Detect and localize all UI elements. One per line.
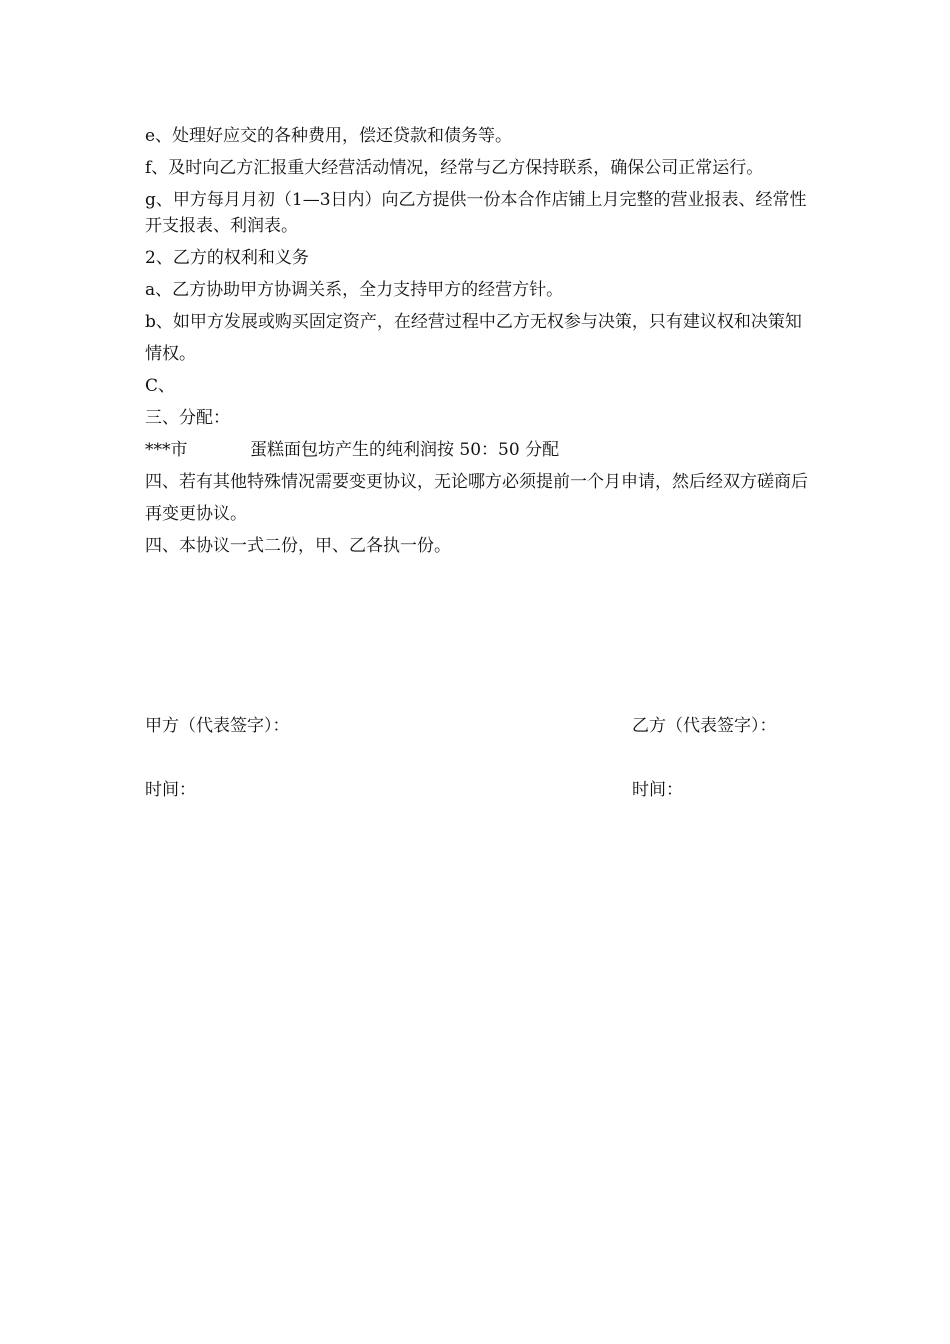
clause-a: a、乙方协助甲方协调关系，全力支持甲方的经营方针。 — [145, 280, 564, 300]
party-a-time-label: 时间： — [145, 780, 196, 800]
party-a-signature-label: 甲方（代表签字）： — [145, 716, 290, 736]
section-2-heading: 2、乙方的权利和义务 — [145, 248, 309, 268]
section-4-copies-clause: 四、本协议一式二份，甲、乙各执一份。 — [145, 536, 451, 556]
clause-g: g、甲方每月月初（1—3日内）向乙方提供一份本合作店铺上月完整的营业报表、经常性开支报表、利润表。 — [145, 190, 807, 236]
agreement-body — [145, 120, 810, 562]
clause-e: e、处理好应交的各种费用，偿还贷款和债务等。 — [145, 126, 513, 146]
party-b-signature-label: 乙方（代表签字）： — [632, 716, 777, 736]
clause-f: f、及时向乙方汇报重大经营活动情况，经常与乙方保持联系，确保公司正常运行。 — [145, 158, 764, 178]
clause-c: C、 — [145, 376, 176, 396]
section-3-heading: 三、分配： — [145, 408, 230, 428]
party-b-time-label: 时间： — [632, 780, 683, 800]
distribution-text: 蛋糕面包坊产生的纯利润按 50：50 分配 — [250, 440, 560, 460]
section-4-change-clause: 四、若有其他特殊情况需要变更协议，无论哪方必须提前一个月申请，然后经双方磋商后再变更协议。 — [145, 472, 808, 524]
distribution-line — [145, 434, 810, 466]
distribution-city: ***市 — [145, 440, 188, 460]
clause-b: b、如甲方发展或购买固定资产，在经营过程中乙方无权参与决策，只有建议权和决策知情权。 — [145, 312, 802, 364]
